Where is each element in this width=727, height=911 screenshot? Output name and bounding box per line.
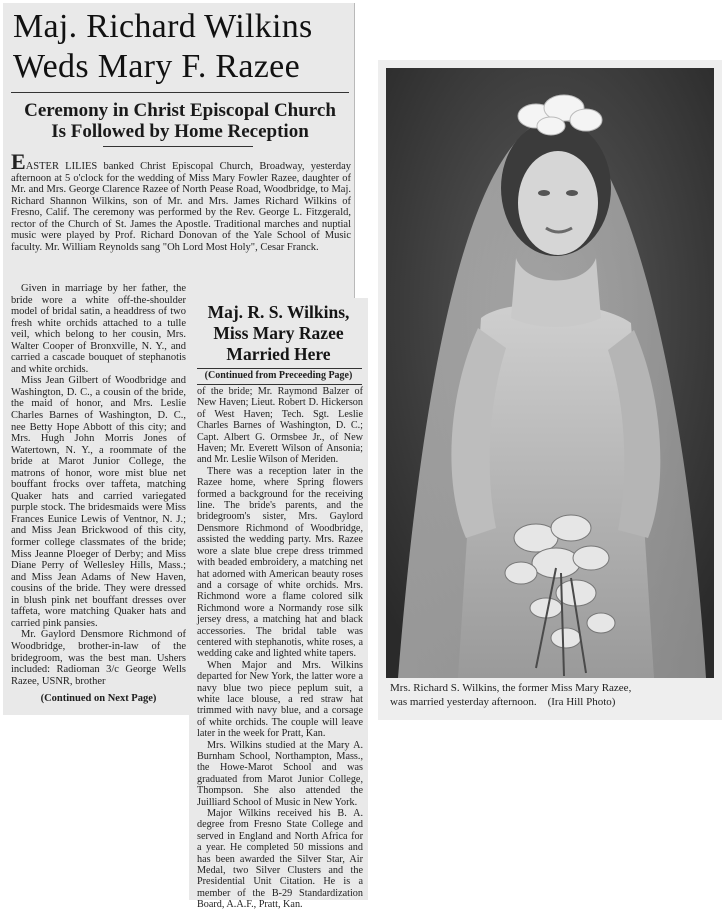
left-col-paragraph-3: Mr. Gaylord Densmore Richmond of Woodbridge, brother-in-law of the bridegroom, was the best man. Ushers included: Radioman 3/c George Wells Razee, USNR, brother	[11, 629, 186, 687]
mid-title-rule-top	[197, 368, 362, 369]
left-col-paragraph-2: Miss Jean Gilbert of Woodbridge and Washington, D. C., a cousin of the bride, the maid of honor, and Mrs. Leslie Charles Barnes of Washington, D. C., nee Betty Hope Abbott of this city; and Mrs. Hugh John Morris Jones of Watertown, N. Y., a roommate of the bride at Marot Junior College, the matrons of honor, wore mist blue net bouffant frocks over taffeta, matching Quaker hats and carried variegated purple stock. The bridesmaids were Miss Frances Eunice Lewis of Ventnor, N. J.; and Miss Jean Brickwood of this city, former college classmates of the bride; Miss Jeanne Ploeger of Derby; and Miss Diane Perry of Wellesley Hills, Mass.; and Miss Jean Adams of New Haven, cousins of the bride. They were dressed in blush pink net bouffant dresses over taffeta, wore matching Quaker hats and carried pink pansies.	[11, 375, 186, 629]
lead-paragraph	[11, 149, 351, 279]
mid-paragraph-1: of the bride; Mr. Raymond Balzer of New Haven; Lieut. Robert D. Hickerson of West Haven; Tech. Sgt. Leslie Charles Barnes of Washington, D. C.; Capt. Albert G. Ormsbee Jr., of New Haven; Mr. Everett Wilson of Ansonia; and Mr. Leslie Wilson of Meriden.	[197, 386, 363, 466]
bride-photo	[386, 68, 714, 678]
mid-paragraph-2: There was a reception later in the Razee home, where Spring flowers formed a background for the receiving line. The bride's parents, and the bridegroom's sister, Mrs. Gaylord Densmore Richmond of Woodbridge, assisted the wedding party. Mrs. Razee wore a slate blue crepe dress trimmed with beaded embroidery, a matching net hat adorned with American beauty roses and a corsage of white orchids. Mrs. Richmond wore a flame colored silk Richmond wore a Normandy rose silk jersey dress, a matching hat and black accessories. The bridal table was centered with stephanotis, white roses, a wedding cake and lighted white tapers.	[197, 465, 363, 660]
article-deck	[9, 100, 351, 142]
photo-caption	[390, 682, 710, 709]
lead-dropcap: E	[11, 149, 26, 174]
photo-clipping	[378, 60, 722, 720]
headline-line-2: Weds Mary F. Razee	[13, 48, 300, 85]
continued-from-preceding-page: (Continued from Preceeding Page)	[204, 370, 353, 381]
mid-article-title	[193, 302, 364, 365]
mid-title-line-1: Maj. R. S. Wilkins,	[207, 302, 350, 322]
mid-paragraph-4: Mrs. Wilkins studied at the Mary A. Burnham School, Northampton, Mass., the Howe-Marot School and was graduated from Marot Junior College, Thompson. She also attended the Juilliard School of Music in New York.	[197, 739, 363, 808]
headline-rule	[11, 92, 349, 93]
mid-paragraph-5: Major Wilkins received his B. A. degree from Fresno State College and served in England and North Africa for a year. He completed 50 missions and has been awarded the Silver Star, Air Medal, two Silver Clusters and the Presidential Unit Citation. He is a member of the B-29 Standardization Board, A.A.F., Pratt, Kan.	[197, 808, 363, 911]
deck-line-2: Is Followed by Home Reception	[51, 121, 309, 142]
mid-article-clipping	[189, 298, 368, 911]
caption-line-2: was married yesterday afternoon. (Ira Hill Photo)	[390, 695, 616, 708]
article-headline	[13, 7, 353, 87]
mid-paragraph-3: When Major and Mrs. Wilkins departed for New York, the latter wore a navy blue two piece peplum suit, a white lace blouse, a red straw hat trimmed with navy blue, and a corsage of white orchids. The couple will leave later in the week for Pratt, Kan.	[197, 659, 363, 740]
deck-rule	[103, 146, 253, 147]
continued-on-next-page: (Continued on Next Page)	[40, 693, 157, 704]
left-col-paragraph-1: Given in marriage by her father, the bride wore a white off-the-shoulder model of bridal satin, a headdress of two fresh white orchids attached to a tulle veil, which belong to her cousin, Mrs. Walter Cooper of Bronxville, N. Y., and carried a cascade bouquet of stephanotis and white orchids.	[11, 283, 186, 375]
caption-line-1: Mrs. Richard S. Wilkins, the former Miss Mary Razee,	[390, 682, 632, 694]
mid-title-line-2: Miss Mary Razee	[213, 323, 344, 343]
mid-title-rule-bottom	[197, 384, 362, 385]
left-column-body	[11, 283, 186, 687]
mid-column-body	[197, 386, 363, 911]
lead-text: ASTER LILIES banked Christ Episcopal Church, Broadway, yesterday afternoon at 5 o'clock for the wedding of Miss Mary Fowler Razee, daughter of Mr. and Mrs. George Clarence Razee of North Pease Road, Woodbridge, to Maj. Richard Shannon Wilkins, son of Mr. and Mrs. James Richard Wilkins of Fresno, Calif. The ceremony was performed by the Rev. George L. Fitzgerald, rector of the Church of St. James the Apostle. Traditional marches and nuptial music were played by Prof. Richard Donovan of the Yale School of Music faculty. Mr. William Reynolds sang "Oh Lord Most Holy", Cesar Franck.	[11, 161, 351, 253]
face-shape	[518, 151, 598, 255]
headline-line-1: Maj. Richard Wilkins	[13, 8, 313, 45]
deck-line-1: Ceremony in Christ Episcopal Church	[24, 100, 336, 121]
mid-title-line-3: Married Here	[226, 344, 331, 364]
